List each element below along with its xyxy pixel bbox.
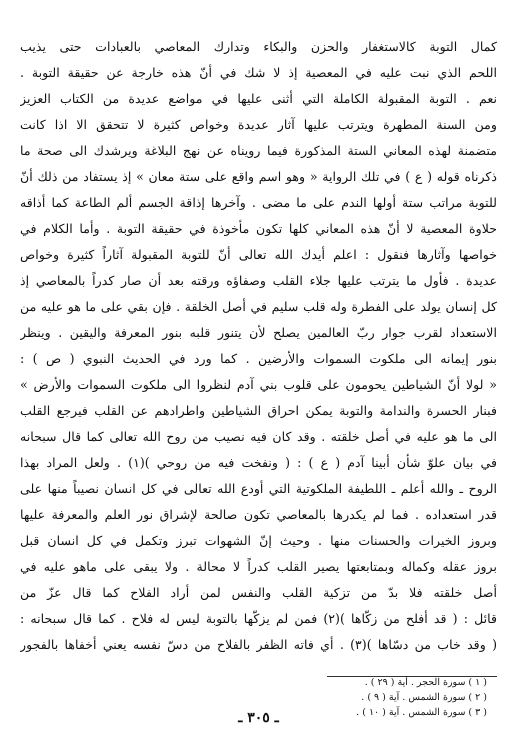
text-line: الروح ـ والله أعلم ـ اللطيفة الملكوتية التي أودع الله تعالى في كل انسان نصيباً منها على <box>20 481 497 496</box>
text-line: الى ما هو عليه في أصل خلقته . وقد كان فيه نصيب من روح الله تعالى كما قال سبحانه <box>20 429 497 444</box>
text-line: كل إنسان يولد على الفطرة وله قلب سليم في أصل الخلقة . فإن بقي على ما هو عليه من <box>20 299 497 314</box>
text-line: قدر استعداده . فما لم يكدرها بالمعاصي تكون صالحة لإشراق نور العلم والمعرفة عليها <box>20 507 497 522</box>
text-line: عديدة . فأول ما يترتب عليها جلاء القلب وصفاؤه ورقته بعد أن صار كدراً بالمعاصي إذ <box>20 273 497 288</box>
body-text <box>20 34 497 658</box>
text-line: بنور إيمانه الى ملكوت السموات والأرضين . كما ورد في الحديث النبوي ( ص ) : <box>20 351 497 366</box>
text-line: في بيان علوّ شأن أبينا آدم ( ع ) : ( ونفخت فيه من روحي )(١) . ولعل المراد بهذا <box>20 455 497 470</box>
text-line: بروز عقله وكماله وبمتابعتها يصير القلب كدراً لا محالة . ولا يبقى على ماهو عليه في <box>20 559 497 574</box>
text-line: حلاوة المعصية لا أنّ هذه المعاني كلها تكون مأخوذة في حقيقة التوبة . وأما الكلام في <box>20 221 497 236</box>
text-line: كمال التوبة كالاستغفار والحزن والبكاء وتدارك المعاصي بالعبادات حتى يذيب <box>20 39 497 54</box>
text-line: متضمنة لهذه المعاني الستة المذكورة فيما رويناه عن نهج البلاغة ويرشدك الى صحة ما <box>20 143 497 158</box>
footnote: ( ١ ) سورة الحجر . آية ( ٢٩ ) . <box>364 677 487 688</box>
text-line: ذكرناه قوله ( ع ) في تلك الرواية « وهو اسم واقع على ستة معان » إذ يستفاد من ذلك أنّ <box>20 169 497 184</box>
text-line: ( وقد خاب من دسّاها )(٣) . أي فاته الظفر بالفلاح من دسّ نفسه يعني أخفاها بالفجور <box>20 637 497 652</box>
text-line: أصل خلقته فلا بدّ من تزكية القلب والنفس لمن أراد الفلاح كما قال عزّ من <box>20 585 497 600</box>
page-number: ـ ٣٠٥ ـ <box>238 710 279 726</box>
text-line: « لولا أنّ الشياطين يحومون على قلوب بني آدم لنظروا الى ملكوت السموات والأرض » <box>20 377 497 392</box>
text-line: اللحم الذي نبت عليه في المعصية إذ لا شك في أنّ هذه خارجة عن حقيقة التوبة . <box>20 65 497 80</box>
text-line: للتوبة مراتب ستة أولها الندم على ما مضى . وآخرها إذاقة الجسم ألم الطاعة كما أذاقه <box>20 195 497 210</box>
text-line: ومن السنة المطهرة ويترتب عليها آثار عديدة وخواص كثيرة لا تتحقق الا اذا كانت <box>20 117 497 132</box>
text-line: وبروز الخيرات والحسنات منها . وحيث إنّ الشهوات تبرز وتكمل في كل انسان قبل <box>20 533 497 548</box>
text-line: نعم . التوبة المقبولة الكاملة التي أثنى عليها في مواضع عديدة من الكتاب العزيز <box>20 91 497 106</box>
text-line: فبنار الحسرة والندامة والتوبة يمكن احراق الشياطين واطرادهم عن القلب فيرجع القلب <box>20 403 497 418</box>
text-line: قائل : ( قد أفلح من زكّاها )(٢) فمن لم يزكّها بالتوبة ليس له فلاح . كما قال سبحانه : <box>20 611 497 626</box>
footnote: ( ٣ ) سورة الشمس . آية ( ١٠ ) . <box>356 707 487 718</box>
footnote: ( ٢ ) سورة الشمس . آية ( ٩ ) . <box>361 692 487 703</box>
text-line: الاستعداد لقرب جوار ربّ العالمين يصلح لأن يتنور قلبه بنور المعرفة واليقين . وينظر <box>20 325 497 340</box>
text-line: خواصها وآثارها فنقول : اعلم أيدك الله تعالى أنّ للتوبة المقبولة آثاراً كثيرة وخواص <box>20 247 497 262</box>
